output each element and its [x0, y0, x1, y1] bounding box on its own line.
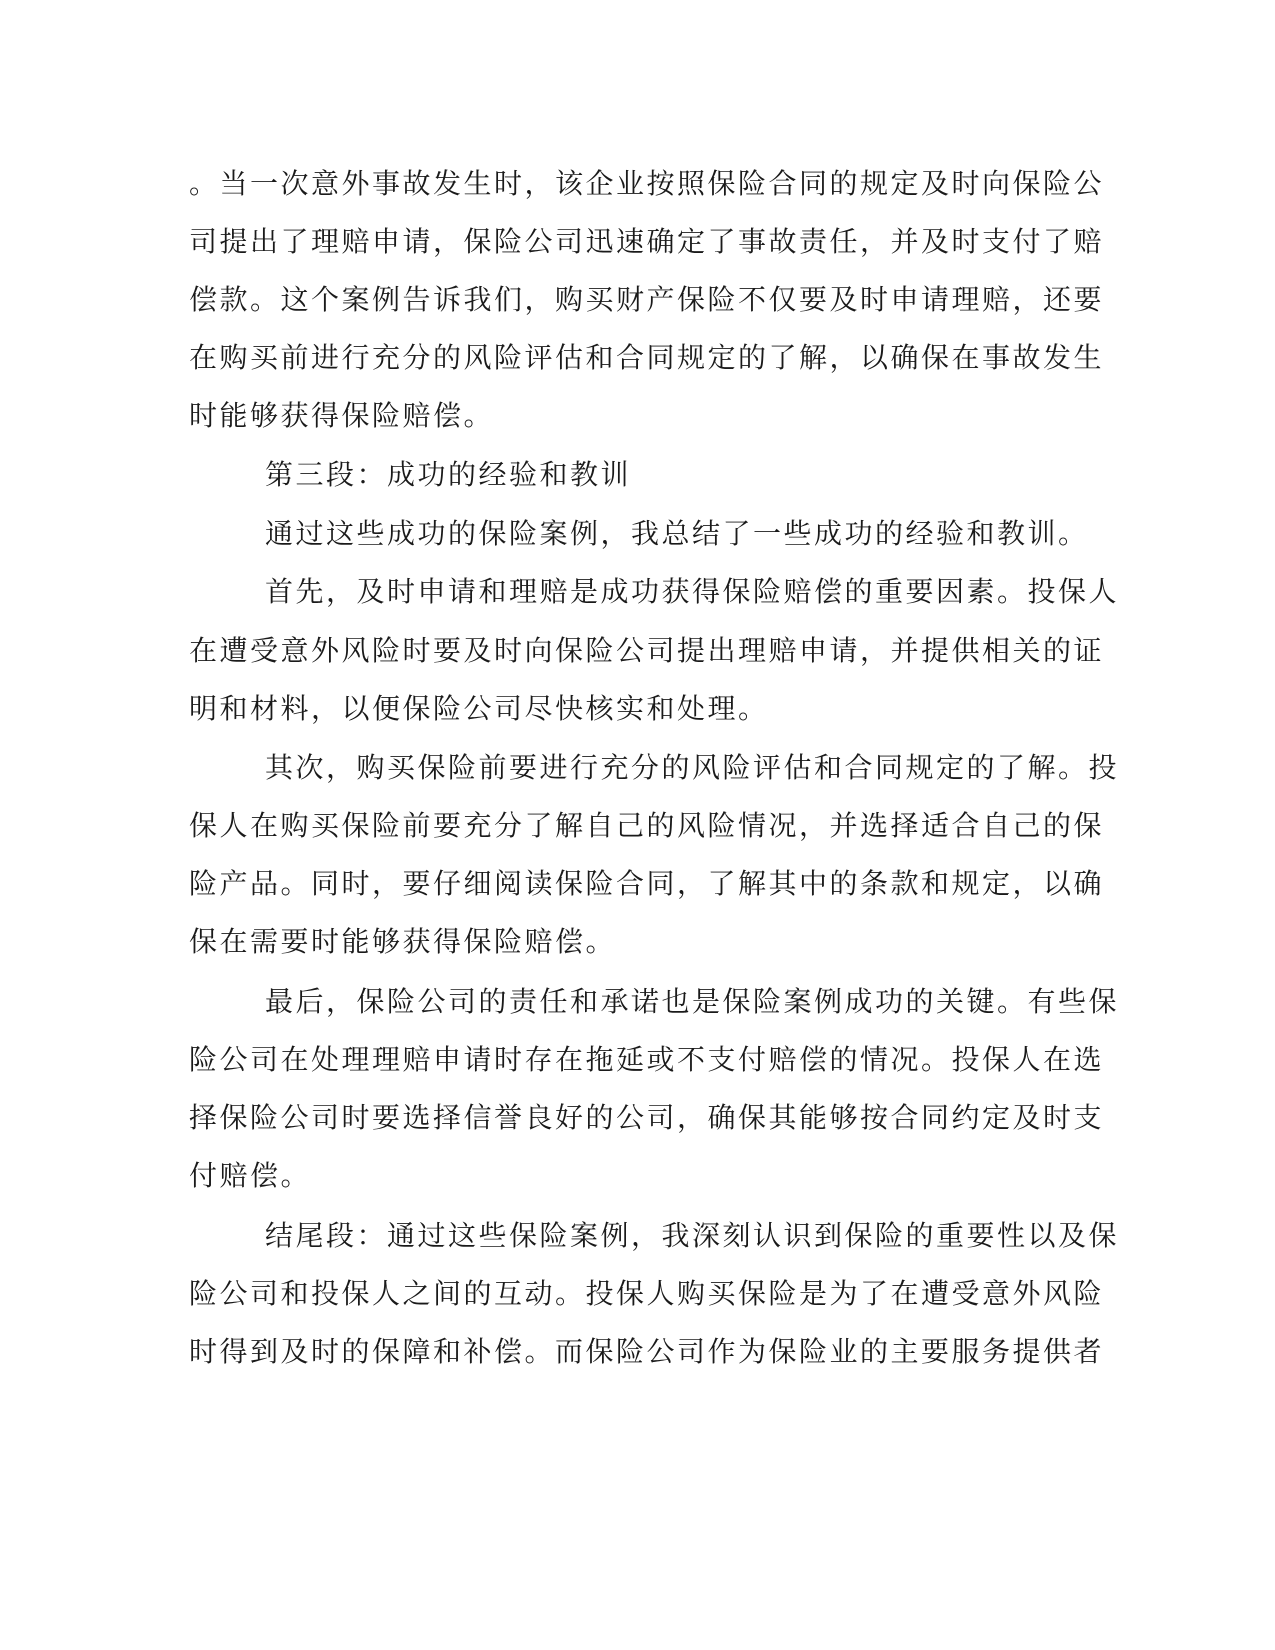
text-line: 在购买前进行充分的风险评估和合同规定的了解，以确保在事故发生 [189, 341, 1105, 374]
text-line: 险产品。同时，要仔细阅读保险合同，了解其中的条款和规定，以确 [189, 867, 1105, 900]
text-line: 保人在购买保险前要充分了解自己的风险情况，并选择适合自己的保 [189, 809, 1105, 842]
paragraph-first-line: 首先，及时申请和理赔是成功获得保险赔偿的重要因素。投保人 [265, 575, 1120, 608]
section-heading: 第三段：成功的经验和教训 [265, 458, 632, 491]
text-line: 在遭受意外风险时要及时向保险公司提出理赔申请，并提供相关的证 [189, 634, 1105, 667]
text-line: 时能够获得保险赔偿。 [189, 399, 495, 432]
text-line: 险公司和投保人之间的互动。投保人购买保险是为了在遭受意外风险 [189, 1277, 1105, 1310]
text-line: 司提出了理赔申请，保险公司迅速确定了事故责任，并及时支付了赔 [189, 225, 1105, 258]
text-line: 。当一次意外事故发生时，该企业按照保险合同的规定及时向保险公 [189, 167, 1105, 200]
paragraph-first-line: 结尾段：通过这些保险案例，我深刻认识到保险的重要性以及保 [265, 1219, 1120, 1252]
paragraph-first-line: 最后，保险公司的责任和承诺也是保险案例成功的关键。有些保 [265, 985, 1120, 1018]
text-line: 保在需要时能够获得保险赔偿。 [189, 925, 617, 958]
text-line: 险公司在处理理赔申请时存在拖延或不支付赔偿的情况。投保人在选 [189, 1043, 1105, 1076]
text-line: 时得到及时的保障和补偿。而保险公司作为保险业的主要服务提供者 [189, 1335, 1105, 1368]
text-line: 偿款。这个案例告诉我们，购买财产保险不仅要及时申请理赔，还要 [189, 283, 1105, 316]
paragraph-first-line: 其次，购买保险前要进行充分的风险评估和合同规定的了解。投 [265, 751, 1120, 784]
paragraph-first-line: 通过这些成功的保险案例，我总结了一些成功的经验和教训。 [265, 517, 1089, 550]
text-line: 择保险公司时要选择信誉良好的公司，确保其能够按合同约定及时支 [189, 1101, 1105, 1134]
text-line: 付赔偿。 [189, 1159, 312, 1192]
text-line: 明和材料，以便保险公司尽快核实和处理。 [189, 692, 769, 725]
